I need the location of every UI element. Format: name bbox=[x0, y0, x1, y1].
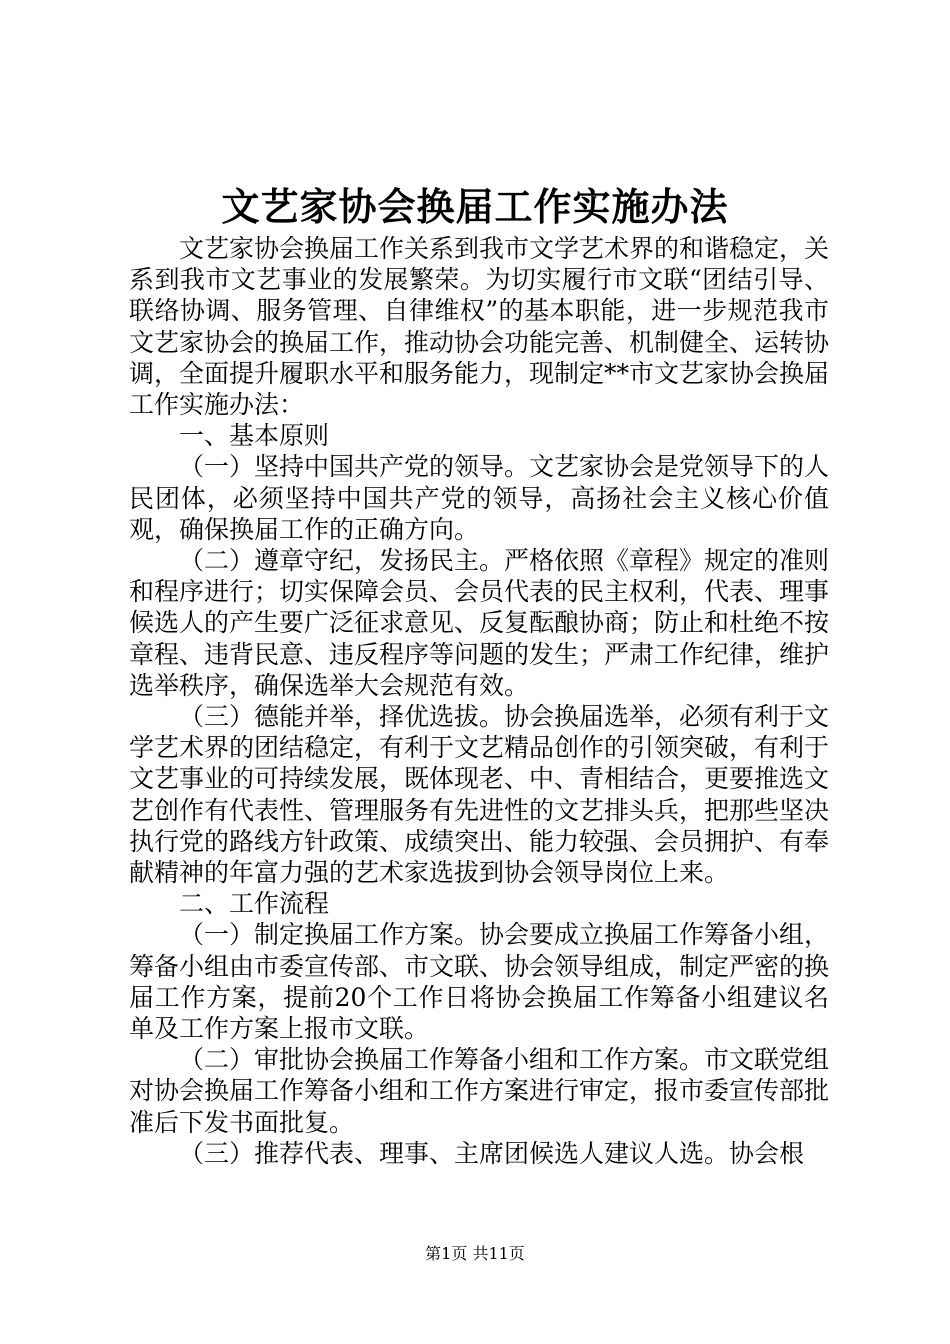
document-body bbox=[129, 233, 829, 1169]
workflow-item-3: （三）推荐代表、理事、主席团候选人建议人选。协会根 bbox=[179, 1138, 805, 1168]
principle-item-2: （二）遵章守纪，发扬民主。严格依照《章程》规定的准则和程序进行；切实保障会员、会员代表的民主权利，代表、理事候选人的产生要广泛征求意见、反复酝酿协商；防止和杜绝不按章程、违背民意、违反程序等问题的发生；严肃工作纪律，维护选举秩序，确保选举大会规范有效。 bbox=[129, 546, 830, 700]
principle-item-3: （三）德能并举，择优选拔。协会换届选举，必须有利于文学艺术界的团结稳定，有利于文艺精品创作的引领突破，有利于文艺事业的可持续发展，既体现老、中、青相结合，更要推选文艺创作有代表性、管理服务有先进性的文艺排头兵，把那些坚决执行党的路线方针政策、成绩突出、能力较强、会员拥护、有奉献精神的年富力强的艺术家选拔到协会领导岗位上来。 bbox=[129, 702, 830, 888]
page-footer: 第1页 共11页 bbox=[425, 1244, 525, 1263]
workflow-item-2: （二）审批协会换届工作筹备小组和工作方案。市文联党组对协会换届工作筹备小组和工作方案进行审定，报市委宣传部批准后下发书面批复。 bbox=[129, 1045, 830, 1137]
workflow-item-1: （一）制定换届工作方案。协会要成立换届工作筹备小组，筹备小组由市委宣传部、市文联、协会领导组成，制定严密的换届工作方案，提前20个工作日将协会换届工作筹备小组建议名单及工作方案上报市文联。 bbox=[129, 920, 830, 1044]
document-title: 文艺家协会换届工作实施办法 bbox=[221, 184, 729, 229]
section-heading-workflow: 二、工作流程 bbox=[179, 889, 330, 919]
principle-item-1: （一）坚持中国共产党的领导。文艺家协会是党领导下的人民团体，必须坚持中国共产党的领导，高扬社会主义核心价值观，确保换届工作的正确方向。 bbox=[129, 452, 830, 544]
intro-paragraph: 文艺家协会换届工作关系到我市文学艺术界的和谐稳定，关系到我市文艺事业的发展繁荣。为切实履行市文联“团结引导、联络协调、服务管理、自律维权”的基本职能，进一步规范我市文艺家协会的换届工作，推动协会功能完善、机制健全、运转协调，全面提升履职水平和服务能力，现制定**市文艺家协会换届工作实施办法： bbox=[129, 234, 830, 420]
section-heading-principles: 一、基本原则 bbox=[179, 421, 330, 451]
